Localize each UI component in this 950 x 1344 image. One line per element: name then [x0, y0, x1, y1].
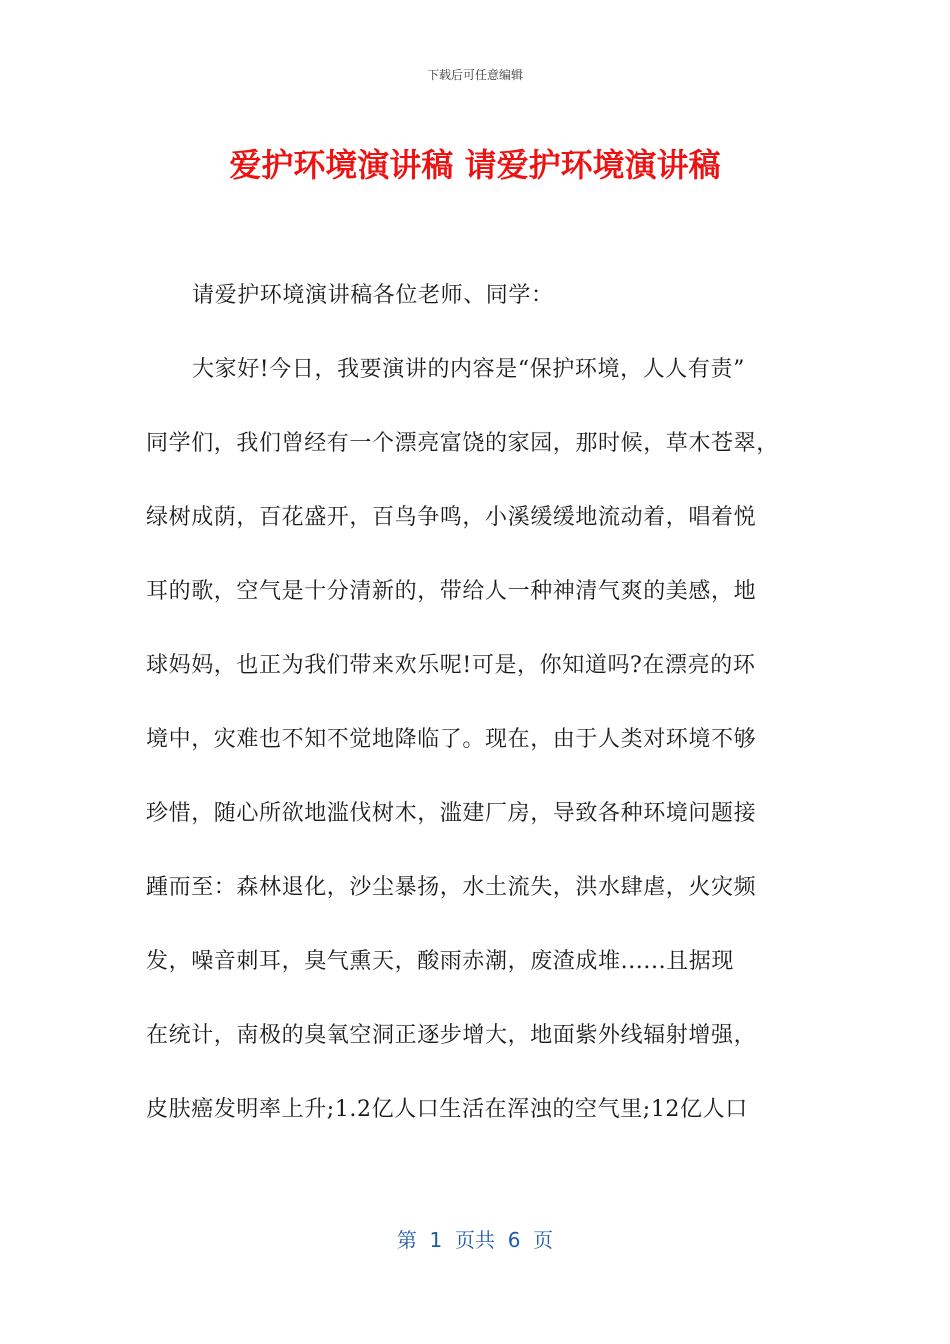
header-note: 下载后可任意编辑 — [426, 68, 523, 82]
page-indicator: 第 1 页共 6 页 — [396, 1228, 554, 1252]
paragraph-line: 大家好!今日，我要演讲的内容是“保护环境，人人有责” — [192, 357, 745, 382]
document-body — [146, 272, 806, 1160]
document-title: 爱护环境演讲稿 请爱护环境演讲稿 — [229, 146, 721, 184]
paragraph-line: 在统计，南极的臭氧空洞正逐步增大，地面紫外线辐射增强， — [146, 1023, 757, 1048]
paragraph-line: 请爱护环境演讲稿各位老师、同学： — [192, 283, 554, 308]
paragraph-line: 耳的歌，空气是十分清新的，带给人一种神清气爽的美感，地 — [146, 579, 757, 604]
paragraph-line: 皮肤癌发明率上升;1.2亿人口生活在浑浊的空气里;12亿人口 — [146, 1097, 748, 1122]
paragraph-line: 同学们，我们曾经有一个漂亮富饶的家园，那时候，草木苍翠， — [146, 431, 779, 456]
paragraph-line: 发，噪音刺耳，臭气熏天，酸雨赤潮，废渣成堆......且据现 — [146, 949, 734, 974]
paragraph-line: 踵而至：森林退化，沙尘暴扬，水土流失，洪水肆虐，火灾频 — [146, 875, 757, 900]
paragraph-line: 球妈妈，也正为我们带来欢乐呢!可是，你知道吗?在漂亮的环 — [146, 653, 756, 678]
paragraph-line: 绿树成荫，百花盛开，百鸟争鸣，小溪缓缓地流动着，唱着悦 — [146, 505, 757, 530]
paragraph-line: 境中，灾难也不知不觉地降临了。现在，由于人类对环境不够 — [146, 727, 757, 752]
paragraph-line: 珍惜，随心所欲地滥伐树木，滥建厂房，导致各种环境问题接 — [146, 801, 757, 826]
